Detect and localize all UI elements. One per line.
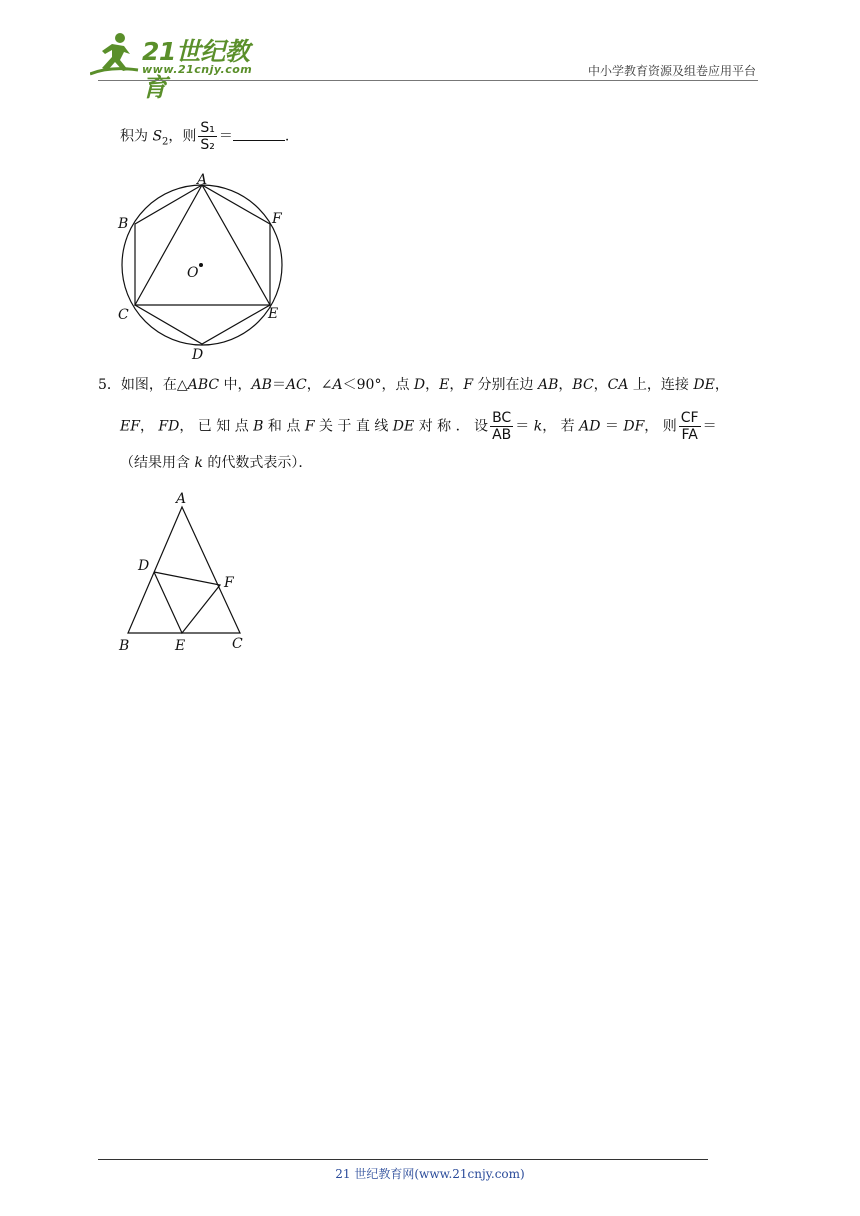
q5-fraction-cf-fa — [679, 410, 701, 443]
q5-line-1 — [98, 375, 729, 395]
q5-line1-seg: ， — [449, 377, 464, 393]
answer-blank — [233, 126, 285, 141]
label-B: B — [118, 216, 129, 232]
q4-s2-sub: 2 — [162, 136, 169, 148]
site-logo — [90, 30, 265, 102]
q5-line3-content — [120, 455, 312, 471]
q5-line2_a-seg: 和 点 — [263, 418, 305, 435]
q5-line1-seg: AC — [285, 377, 307, 393]
q5-line-2 — [120, 410, 717, 443]
footer-divider — [98, 1159, 708, 1160]
footer-text: 21 世纪教育网(www.21cnjy.com) — [335, 1167, 525, 1181]
q4-s2: S — [152, 128, 163, 145]
q5-line1-seg: ＝ — [271, 377, 286, 393]
center-point — [199, 263, 203, 267]
q5-line1-seg: ABC — [187, 377, 220, 393]
q5-line1-seg: E — [439, 377, 450, 393]
q5-frac2-den: FA — [681, 427, 698, 443]
q5-line1-seg: ， — [558, 377, 573, 393]
q5-number: 5． — [98, 377, 121, 393]
q5-line2_b-seg: DF — [623, 418, 645, 435]
q5-line2_b-seg: AD — [579, 418, 601, 435]
triangle-def — [154, 572, 220, 633]
logo-url: www.21cnjy.com — [142, 63, 253, 76]
q5-line3-seg: （结果用含 — [120, 455, 195, 471]
q5-line1-seg: D — [413, 377, 426, 393]
q5-line1-seg: AB — [537, 377, 559, 393]
q5-line1-seg: F — [463, 377, 474, 393]
label-C: C — [232, 636, 243, 652]
label-D: D — [138, 558, 150, 574]
q4-prefix: 积为 — [120, 128, 153, 145]
q5-line2_a-seg: 对 称 ． 设 — [414, 418, 489, 435]
q5-fraction-bc-ab — [490, 410, 513, 443]
label-F: F — [224, 575, 234, 591]
q5-line2b-content — [515, 419, 677, 435]
label-F: F — [272, 211, 282, 227]
triangle-ace — [135, 185, 270, 305]
q5-line1-seg: ， — [425, 377, 440, 393]
q5-frac1-num: BC — [490, 410, 513, 427]
q5-line3-seg: k — [194, 455, 203, 471]
q5-line2_b-seg: ＝ — [600, 418, 624, 435]
runner-logo-icon — [90, 30, 140, 76]
q5-line2a-content — [120, 419, 488, 435]
q5-line1-seg: ，∠ — [306, 377, 333, 393]
q4-text-line — [120, 120, 289, 153]
label-C: C — [118, 307, 129, 323]
q5-frac2-num: CF — [680, 410, 699, 426]
q5-line3-seg: 的代数式表示）． — [202, 455, 313, 471]
q4-mid: ，则 — [168, 128, 197, 145]
q5-line2_a-seg: ， — [139, 418, 159, 435]
q5-line1-seg: A — [332, 377, 343, 393]
header-platform-name: 中小学教育资源及组卷应用平台 — [587, 64, 756, 78]
q5-line2_b-seg: ， 若 — [542, 418, 580, 435]
q5-line2_a-seg: B — [253, 418, 264, 435]
page-header — [90, 30, 770, 102]
label-A: A — [197, 172, 208, 188]
q5-line1-seg: AB — [251, 377, 272, 393]
q5-line2_a-seg: FD — [158, 418, 180, 435]
q4-equals: ＝ — [218, 128, 233, 145]
q5-frac1-den: AB — [492, 427, 512, 443]
q5-line1-seg: CA — [607, 377, 629, 393]
label-D: D — [192, 347, 204, 363]
label-B: B — [119, 638, 130, 654]
label-E: E — [268, 306, 279, 322]
q5-line2_a-seg: EF — [120, 418, 140, 435]
q4-frac-num: S₁ — [200, 120, 215, 136]
q5-line1-seg: 上，连接 — [628, 377, 694, 393]
q5-line2_a-seg: ， 已 知 点 — [179, 418, 254, 435]
q5-line2-end: ＝ — [702, 418, 717, 435]
q5-line1-seg: 分别在边 — [473, 377, 538, 393]
q5-line1-seg: ＜90°，点 — [342, 377, 414, 393]
q5-line2_b-seg: k — [533, 418, 543, 435]
q5-line1-seg: ， — [714, 377, 729, 393]
q5-line1-seg: ， — [593, 377, 608, 393]
label-O: O — [187, 265, 199, 281]
q5-line2_a-seg: F — [304, 418, 315, 435]
q5-line2_a-seg: 关 于 直 线 — [314, 418, 393, 435]
q4-fraction — [198, 120, 217, 153]
figure-circle-hexagon — [110, 168, 300, 363]
label-A: A — [176, 491, 187, 507]
q5-line-3 — [120, 453, 312, 473]
q4-frac-den: S₂ — [200, 137, 215, 153]
label-E: E — [175, 638, 186, 654]
q5-line2_b-seg: ， 则 — [644, 418, 677, 435]
q5-line1-seg: 中， — [219, 377, 252, 393]
q5-line1-content — [121, 377, 729, 393]
q5-line1-seg: DE — [693, 377, 715, 393]
q5-line1-seg: 如图，在△ — [120, 377, 188, 393]
figure-triangle-def — [110, 485, 260, 660]
header-divider — [98, 80, 758, 81]
q5-line2_b-seg: ＝ — [515, 418, 534, 435]
q5-line1-seg: BC — [572, 377, 594, 393]
logo-text: 21世纪教育 — [142, 37, 250, 102]
q5-line2_a-seg: DE — [392, 418, 415, 435]
q4-end: . — [284, 128, 290, 145]
